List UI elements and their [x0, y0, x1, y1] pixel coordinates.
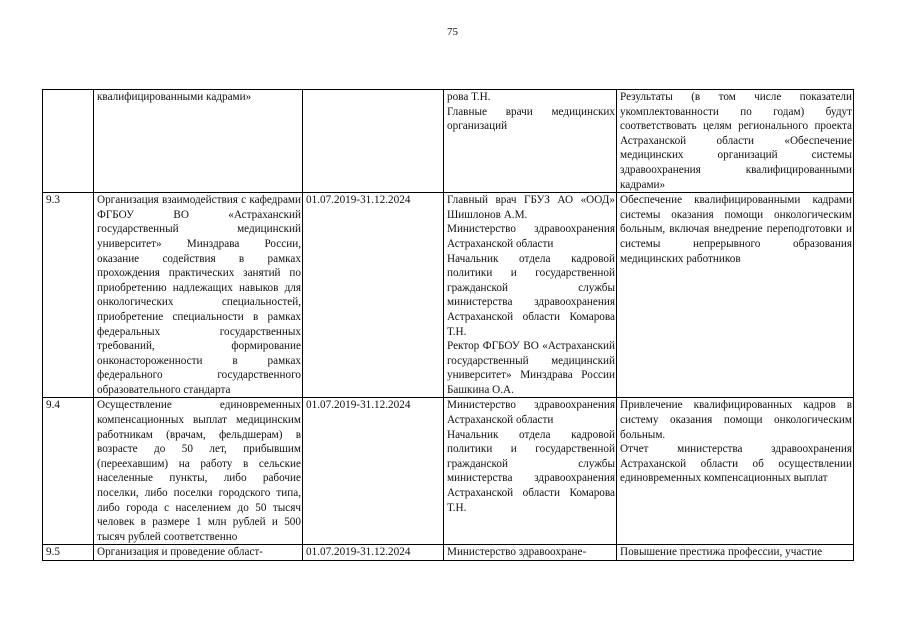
- result-text: Результаты (в том числе показатели укомплектованности по годам) будут соответствовать целям регионального проекта Астраханской области «Обеспечение медицинских организаций системы здравоохранения квалифицированными кадрами»: [620, 91, 852, 191]
- cell-responsible: [444, 90, 617, 193]
- cell-date: 01.07.2019-31.12.2024: [303, 193, 444, 398]
- cell-result: [617, 90, 854, 193]
- measure-text: квалифицированными кадрами»: [97, 91, 252, 103]
- result-text: Привлечение квалифицированных кадров в систему оказания помощи онкологическим больным. Отчет министерства здравоохранения Астраханской области об осуществлении единовременных компенсационных выплат: [620, 399, 852, 485]
- measure-text: Организация и проведение област-: [97, 546, 264, 559]
- cell-responsible: [444, 545, 617, 561]
- table-row: [43, 90, 854, 193]
- cell-responsible: [444, 398, 617, 545]
- responsible-text: Министерство здравоохране-: [447, 546, 587, 559]
- responsible-text: Главный врач ГБУЗ АО «ООД» Шишлонов А.М. Министерство здравоохранения Астраханской области Начальник отдела кадровой политики и государственной гражданской службы министерства здравоохранения Астраханской области Комарова Т.Н. Ректор ФГБОУ ВО «Астраханский государственный медицинский университет» Минздрава России Башкина О.А.: [447, 194, 615, 396]
- cell-number: 9.4: [43, 398, 94, 545]
- cell-measure: [94, 398, 303, 545]
- cell-measure: [94, 90, 303, 193]
- cell-number: 9.5: [43, 545, 94, 561]
- cell-measure: [94, 545, 303, 561]
- responsible-text: Министерство здравоохранения Астраханской области Начальник отдела кадровой политики и государственной гражданской службы министерства здравоохранения Астраханской области Комарова Т.Н.: [447, 399, 615, 514]
- cell-date: 01.07.2019-31.12.2024: [303, 545, 444, 561]
- cell-responsible: [444, 193, 617, 398]
- table-row: [43, 193, 854, 398]
- page-number: 75: [447, 26, 458, 38]
- measure-text: Организация взаимодействия с кафедрами ФГБОУ ВО «Астраханский государственный медицинский университет» Минздрава России, оказание содействия в рамках прохождения практических занятий по приобретению надлежащих навыков для онкологических специальностей, приобретение специальности в рамках федеральных государственных требований, формирование онконастороженности в рамках федерального государственного образовательного стандарта: [97, 194, 301, 396]
- measure-text: Осуществление единовременных компенсационных выплат медицинским работникам (врачам, фельдшерам) в возрасте до 50 лет, прибывшим (переехавшим) на работу в сельские населенные пункты, либо рабочие поселки, либо поселки городского типа, либо города с населением до 50 тысяч человек в размере 1 млн рублей и 500 тысяч рублей соответственно: [97, 399, 301, 543]
- cell-number: [43, 90, 94, 193]
- cell-date: 01.07.2019-31.12.2024: [303, 398, 444, 545]
- cell-date: [303, 90, 444, 193]
- measures-table: [42, 89, 854, 561]
- result-text: Повышение престижа профессии, участие: [620, 546, 823, 559]
- result-text: Обеспечение квалифицированными кадрами системы оказания помощи онкологическим больным, включая внедрение переподготовки и системы непрерывного образования медицинских работников: [620, 194, 852, 265]
- cell-result: [617, 545, 854, 561]
- cell-measure: [94, 193, 303, 398]
- cell-result: [617, 398, 854, 545]
- responsible-text: рова Т.Н. Главные врачи медицинских организаций: [447, 91, 615, 133]
- cell-number: 9.3: [43, 193, 94, 398]
- table-row: [43, 398, 854, 545]
- table-row: [43, 545, 854, 561]
- cell-result: [617, 193, 854, 398]
